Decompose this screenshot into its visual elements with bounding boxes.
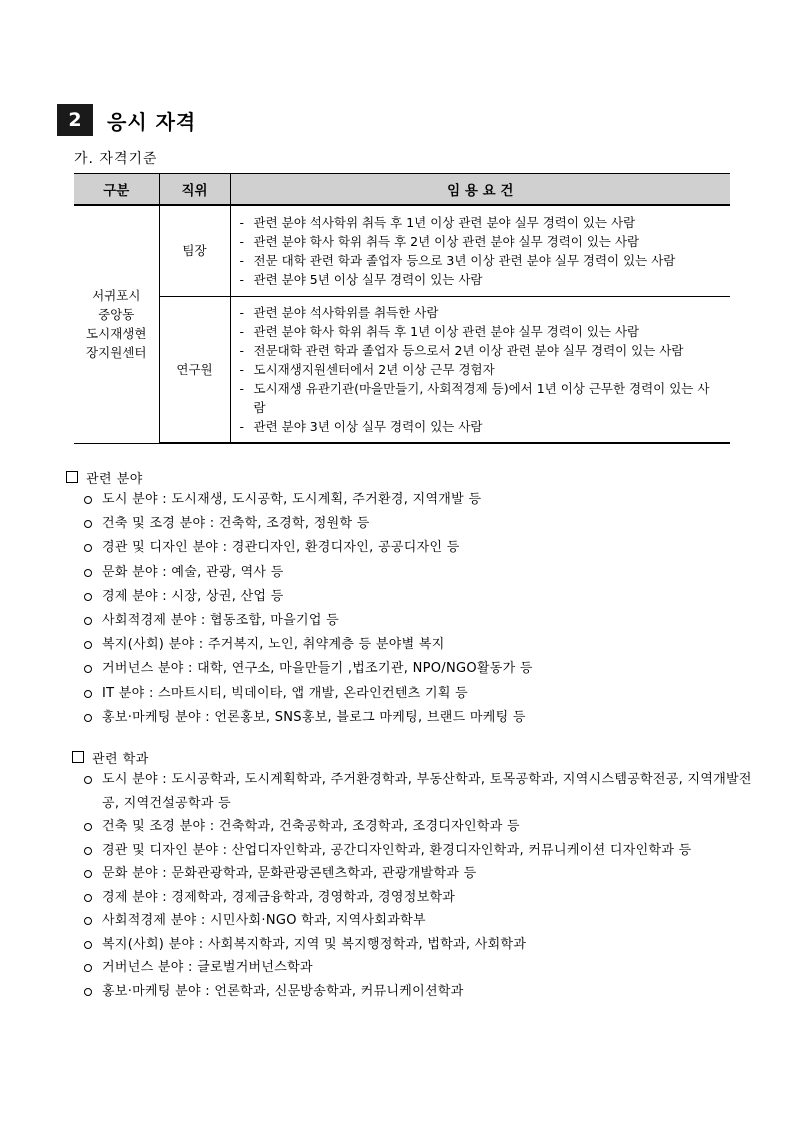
related-fields-title: 관련 분야 xyxy=(86,471,143,487)
requirements-table xyxy=(74,173,730,444)
org-line: 장지원센터 xyxy=(86,345,147,361)
related-fields-section xyxy=(64,466,754,730)
requirements-cell xyxy=(230,205,730,296)
list-item: 도시 분야 : 도시공학과, 도시계획학과, 주거환경학과, 부동산학과, 토목공학과, 지역시스템공학전공, 지역개발전공, 지역건설공학과 등 xyxy=(64,768,754,815)
subheading: 가. 자격기준 xyxy=(74,151,158,167)
circle-bullet-icon xyxy=(84,823,92,831)
list-item: 경관 및 디자인 분야 : 산업디자인학과, 공간디자인학과, 환경디자인학과, 커뮤니케이션 디자인학과 등 xyxy=(64,839,754,863)
circle-bullet-icon xyxy=(84,917,92,925)
related-majors-section xyxy=(70,746,754,1003)
position-cell: 팀장 xyxy=(159,205,230,296)
list-item: 사회적경제 분야 : 시민사회·NGO 학과, 지역사회과학부 xyxy=(64,909,754,933)
section-header xyxy=(57,104,196,136)
requirement-item: - 관련 분야 3년 이상 실무 경력이 있는 사람 xyxy=(238,417,722,436)
related-fields-list xyxy=(64,488,754,730)
list-item: IT 분야 : 스마트시티, 빅데이타, 앱 개발, 온라인컨텐츠 기획 등 xyxy=(64,682,754,706)
requirement-item: - 관련 분야 석사학위 취득 후 1년 이상 관련 분야 실무 경력이 있는 사람 xyxy=(238,213,722,232)
list-item: 사회적경제 분야 : 협동조합, 마을기업 등 xyxy=(64,609,754,633)
circle-bullet-icon xyxy=(84,569,92,577)
list-item: 복지(사회) 분야 : 주거복지, 노인, 취약계층 등 분야별 복지 xyxy=(64,633,754,657)
requirement-item: - 전문 대학 관련 학과 졸업자 등으로 3년 이상 관련 분야 실무 경력이 있는 사람 xyxy=(238,251,722,270)
related-majors-heading xyxy=(70,746,754,768)
circle-bullet-icon xyxy=(84,593,92,601)
circle-bullet-icon xyxy=(84,665,92,673)
square-bullet-icon xyxy=(66,471,78,483)
requirements-cell xyxy=(230,296,730,443)
list-item: 홍보·마케팅 분야 : 언론홍보, SNS홍보, 블로그 마케팅, 브랜드 마케팅 등 xyxy=(64,706,754,730)
circle-bullet-icon xyxy=(84,894,92,902)
header-position: 직위 xyxy=(159,174,230,206)
requirement-item: - 도시재생지원센터에서 2년 이상 근무 경험자 xyxy=(238,360,722,379)
list-item: 건축 및 조경 분야 : 건축학과, 건축공학과, 조경학과, 조경디자인학과 등 xyxy=(64,815,754,839)
table-row xyxy=(74,296,730,443)
circle-bullet-icon xyxy=(84,641,92,649)
list-item: 거버넌스 분야 : 대학, 연구소, 마을만들기 ,법조기관, NPO/NGO활동가 등 xyxy=(64,657,754,681)
list-item: 거버넌스 분야 : 글로벌거버넌스학과 xyxy=(64,956,754,980)
header-requirements: 임 용 요 건 xyxy=(230,174,730,206)
org-cell xyxy=(74,205,159,443)
list-item: 도시 분야 : 도시재생, 도시공학, 도시계획, 주거환경, 지역개발 등 xyxy=(64,488,754,512)
circle-bullet-icon xyxy=(84,714,92,722)
header-category: 구분 xyxy=(74,174,159,206)
circle-bullet-icon xyxy=(84,988,92,996)
section-title: 응시 자격 xyxy=(107,109,197,134)
list-item: 건축 및 조경 분야 : 건축학, 조경학, 정원학 등 xyxy=(64,512,754,536)
list-item: 홍보·마케팅 분야 : 언론학과, 신문방송학과, 커뮤니케이션학과 xyxy=(64,980,754,1004)
section-number: 2 xyxy=(57,104,93,136)
related-fields-heading xyxy=(64,466,754,488)
related-majors-list xyxy=(64,768,754,1003)
list-item: 문화 분야 : 문화관광학과, 문화관광콘텐츠학과, 관광개발학과 등 xyxy=(64,862,754,886)
circle-bullet-icon xyxy=(84,964,92,972)
circle-bullet-icon xyxy=(84,941,92,949)
requirement-item: - 관련 분야 석사학위를 취득한 사람 xyxy=(238,303,722,322)
requirement-item: - 관련 분야 학사 학위 취득 후 2년 이상 관련 분야 실무 경력이 있는 사람 xyxy=(238,232,722,251)
list-item: 경제 분야 : 경제학과, 경제금융학과, 경영학과, 경영정보학과 xyxy=(64,886,754,910)
requirement-item: - 전문대학 관련 학과 졸업자 등으로서 2년 이상 관련 분야 실무 경력이 있는 사람 xyxy=(238,341,722,360)
table-header-row xyxy=(74,174,730,206)
position-cell: 연구원 xyxy=(159,296,230,443)
circle-bullet-icon xyxy=(84,847,92,855)
circle-bullet-icon xyxy=(84,690,92,698)
requirement-item: - 도시재생 유관기관(마을만들기, 사회적경제 등)에서 1년 이상 근무한 경력이 있는 사람 xyxy=(238,379,722,417)
circle-bullet-icon xyxy=(84,870,92,878)
list-item: 문화 분야 : 예술, 관광, 역사 등 xyxy=(64,561,754,585)
list-item: 경관 및 디자인 분야 : 경관디자인, 환경디자인, 공공디자인 등 xyxy=(64,536,754,560)
list-item: 경제 분야 : 시장, 상권, 산업 등 xyxy=(64,585,754,609)
org-line: 중앙동 xyxy=(98,307,135,323)
circle-bullet-icon xyxy=(84,544,92,552)
org-line: 도시재생현 xyxy=(86,326,147,342)
circle-bullet-icon xyxy=(84,520,92,528)
requirement-item: - 관련 분야 학사 학위 취득 후 1년 이상 관련 분야 실무 경력이 있는 사람 xyxy=(238,322,722,341)
square-bullet-icon xyxy=(72,751,84,763)
requirement-item: - 관련 분야 5년 이상 실무 경력이 있는 사람 xyxy=(238,270,722,289)
table-row xyxy=(74,205,730,296)
circle-bullet-icon xyxy=(84,776,92,784)
related-majors-title: 관련 학과 xyxy=(92,751,149,767)
org-line: 서귀포시 xyxy=(92,288,141,304)
circle-bullet-icon xyxy=(84,496,92,504)
circle-bullet-icon xyxy=(84,617,92,625)
list-item: 복지(사회) 분야 : 사회복지학과, 지역 및 복지행정학과, 법학과, 사회학과 xyxy=(64,933,754,957)
